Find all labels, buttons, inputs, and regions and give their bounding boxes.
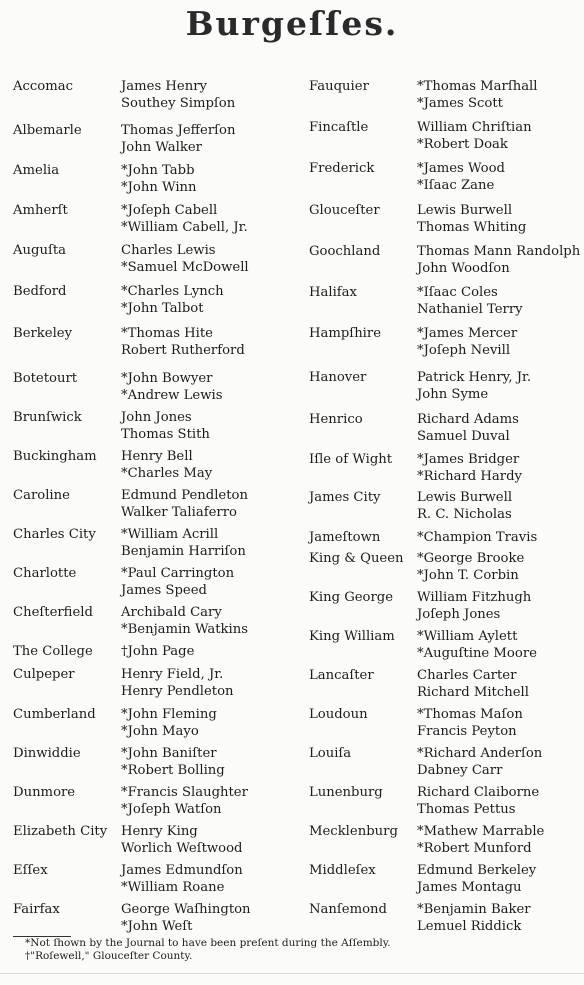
burgess-name: Edmund Pendleton [121,488,248,503]
burgess-name: *Robert Doak [417,137,508,152]
burgess-names [417,667,529,701]
burgess-names [121,666,234,700]
county-name: Berkeley [13,326,73,341]
burgess-name: *John Fleming [121,707,217,722]
burgess-name: *Thomas Hite [121,326,213,341]
county-name: Bedford [13,284,67,299]
burgess-name: *Joſeph Nevill [417,343,511,358]
burgess-names [417,784,539,818]
burgess-names [121,784,248,818]
county-name: Charles City [13,527,96,542]
burgess-name: James Edmundſon [121,863,243,878]
burgess-names [121,706,217,740]
burgess-names [417,589,531,623]
county-name: Charlotte [13,566,77,581]
burgess-names [121,78,235,112]
county-name: Brunſwick [13,410,82,425]
burgess-name: *Benjamin Watkins [121,622,248,637]
burgess-name: *John Talbot [121,301,204,316]
burgess-names [121,325,245,359]
burgess-names [417,823,544,857]
county-name: Botetourt [13,371,78,386]
county-name: Amherſt [13,203,68,218]
county-name: Albemarle [13,123,82,138]
county-name: Jameſtown [309,530,381,545]
burgess-name: John Jones [121,410,192,425]
burgess-name: Edmund Berkeley [417,863,537,878]
burgess-name: *Francis Slaughter [121,785,248,800]
county-name: Culpeper [13,667,75,682]
burgess-name: *James Wood [417,161,505,176]
burgess-names [121,823,242,857]
burgess-name: Benjamin Harriſon [121,544,246,559]
county-name: The College [13,644,93,659]
burgess-names [121,409,210,443]
county-name: Middleſex [309,863,376,878]
county-name: Lancaſter [309,668,374,683]
burgess-name: John Walker [121,140,202,155]
burgess-name: Lemuel Riddick [417,919,522,934]
burgess-name: *James Bridger [417,452,520,467]
burgess-name: Thomas Stith [121,427,210,442]
burgess-names [121,448,212,482]
burgess-name: Charles Carter [417,668,517,683]
county-name: King William [309,629,395,644]
burgess-names [417,628,537,662]
footnote-rosewell: †"Roſewell," Glouceſter County. [25,950,193,962]
county-name: Accomac [13,79,73,94]
burgess-names [417,529,537,546]
burgess-name: *Robert Bolling [121,763,225,778]
burgess-names [417,78,538,112]
burgess-name: Henry Bell [121,449,193,464]
burgess-name: Thomas Whiting [417,220,527,235]
county-name: Eſſex [13,863,48,878]
burgess-names [121,487,248,521]
footnote-absent: *Not ſhown by the Journal to have been preſent during the Aſſembly. [25,937,391,949]
county-name: Lunenburg [309,785,383,800]
burgess-name: *John Tabb [121,163,195,178]
burgess-name: Robert Rutherford [121,343,245,358]
burgess-name: Walker Taliaferro [121,505,237,520]
burgess-names [417,119,532,153]
burgess-name: *Richard Hardy [417,469,522,484]
burgess-name: Henry Field, Jr. [121,667,224,682]
burgess-name: *Mathew Marrable [417,824,545,839]
burgess-name: *Auguſtine Moore [417,646,537,661]
burgess-name: Henry King [121,824,198,839]
county-name: King & Queen [309,551,404,566]
burgess-name: John Syme [417,387,489,402]
burgess-name: *John Weſt [121,919,193,934]
burgess-name: James Henry [121,79,207,94]
burgess-names [121,643,194,660]
burgess-name: Thomas Mann Randolph [417,244,581,259]
county-name: Amelia [13,163,60,178]
burgess-name: *Richard Anderſon [417,746,543,761]
burgess-name: Richard Claiborne [417,785,540,800]
county-name: Elizabeth City [13,824,108,839]
burgess-name: *Iſaac Zane [417,178,495,193]
county-name: Iſle of Wight [309,452,393,467]
burgess-names [417,325,517,359]
burgess-names [121,202,248,236]
burgess-name: Nathaniel Terry [417,302,523,317]
county-name: Loudoun [309,707,368,722]
burgess-name: *John Baniſter [121,746,217,761]
burgess-name: *Thomas Marſhall [417,79,538,94]
page-title: Burgeſſes. [185,4,399,43]
burgess-name: *John Bowyer [121,371,213,386]
burgess-name: Worlich Weſtwood [121,841,243,856]
burgess-names [417,411,519,445]
county-name: Nanſemond [309,902,387,917]
burgess-names [121,283,224,317]
burgess-name: *William Aylett [417,629,518,644]
burgess-name: William Chriſtian [417,120,532,135]
burgess-name: Charles Lewis [121,243,216,258]
county-name: King George [309,590,394,605]
burgess-name: Lewis Burwell [417,203,513,218]
county-name: Frederick [309,161,375,176]
burgess-names [417,489,512,523]
county-name: Dunmore [13,785,76,800]
burgess-name: *Benjamin Baker [417,902,531,917]
county-name: Goochland [309,244,381,259]
burgess-names [121,604,248,638]
burgess-name: *Joſeph Watſon [121,802,222,817]
burgess-names [121,162,197,196]
burgess-names [121,901,251,935]
burgess-name: *James Mercer [417,326,518,341]
burgess-names [417,550,524,584]
burgess-name: Patrick Henry, Jr. [417,370,532,385]
burgess-names [417,706,523,740]
burgess-name: John Woodſon [417,261,510,276]
burgess-names [121,122,235,156]
county-name: Hanover [309,370,367,385]
burgess-name: *William Roane [121,880,225,895]
burgess-names [121,370,222,404]
county-name: Henrico [309,412,363,427]
county-name: James City [309,490,381,505]
burgess-name: Thomas Jefferſon [121,123,236,138]
footnotes [25,937,391,963]
county-name: Fairfax [13,902,60,917]
burgess-name: †John Page [121,644,195,659]
burgess-name: *Paul Carrington [121,566,235,581]
burgess-name: *John Winn [121,180,197,195]
burgess-name: William Fitzhugh [417,590,532,605]
burgess-name: *James Scott [417,96,503,111]
burgess-name: *Charles May [121,466,213,481]
burgess-name: *Charles Lynch [121,284,224,299]
county-name: Cumberland [13,707,96,722]
burgess-names [121,745,225,779]
burgess-name: *Champion Travis [417,530,538,545]
burgess-name: James Montagu [417,880,522,895]
burgess-name: Samuel Duval [417,429,510,444]
burgess-name: *John Mayo [121,724,199,739]
county-name: Louiſa [309,746,352,761]
burgess-name: *Samuel McDowell [121,260,249,275]
burgess-name: George Waſhington [121,902,251,917]
county-name: Dinwiddie [13,746,81,761]
burgess-name: *Thomas Maſon [417,707,523,722]
county-name: Mecklenburg [309,824,398,839]
county-name: Glouceſter [309,203,380,218]
burgess-name: *William Acrill [121,527,219,542]
burgess-names [417,862,536,896]
burgess-names [417,243,580,277]
burgess-names [417,901,531,935]
burgess-names [121,526,246,560]
burgess-names [417,202,526,236]
burgess-name: *Joſeph Cabell [121,203,218,218]
county-name: Auguſta [13,243,66,258]
burgess-names [417,745,542,779]
county-name: Hampſhire [309,326,382,341]
burgess-name: Archibald Cary [121,605,222,620]
burgess-name: *George Brooke [417,551,525,566]
burgess-name: Southey Simpſon [121,96,236,111]
burgess-name: *William Cabell, Jr. [121,220,248,235]
burgess-name: Francis Peyton [417,724,517,739]
burgess-name: Joſeph Jones [417,607,501,622]
burgess-name: *Robert Munford [417,841,532,856]
burgess-names [417,369,531,403]
burgess-name: James Speed [121,583,207,598]
burgess-name: Dabney Carr [417,763,503,778]
county-name: Fincaſtle [309,120,369,135]
county-name: Fauquier [309,79,369,94]
county-name: Caroline [13,488,70,503]
county-name: Buckingham [13,449,97,464]
burgess-names [121,242,249,276]
burgess-name: *John T. Corbin [417,568,519,583]
page-edge-line [0,973,584,974]
burgess-name: Henry Pendleton [121,684,234,699]
burgess-names [417,451,522,485]
county-name: Cheſterfield [13,605,93,620]
burgess-name: Richard Adams [417,412,519,427]
burgess-name: Thomas Pettus [417,802,516,817]
county-name: Halifax [309,285,357,300]
burgess-names [417,284,523,318]
burgess-name: R. C. Nicholas [417,507,512,522]
burgess-name: Richard Mitchell [417,685,529,700]
burgess-name: *Andrew Lewis [121,388,223,403]
burgess-names [417,160,505,194]
burgess-names [121,565,234,599]
burgess-name: *Iſaac Coles [417,285,498,300]
burgess-names [121,862,243,896]
burgess-name: Lewis Burwell [417,490,513,505]
